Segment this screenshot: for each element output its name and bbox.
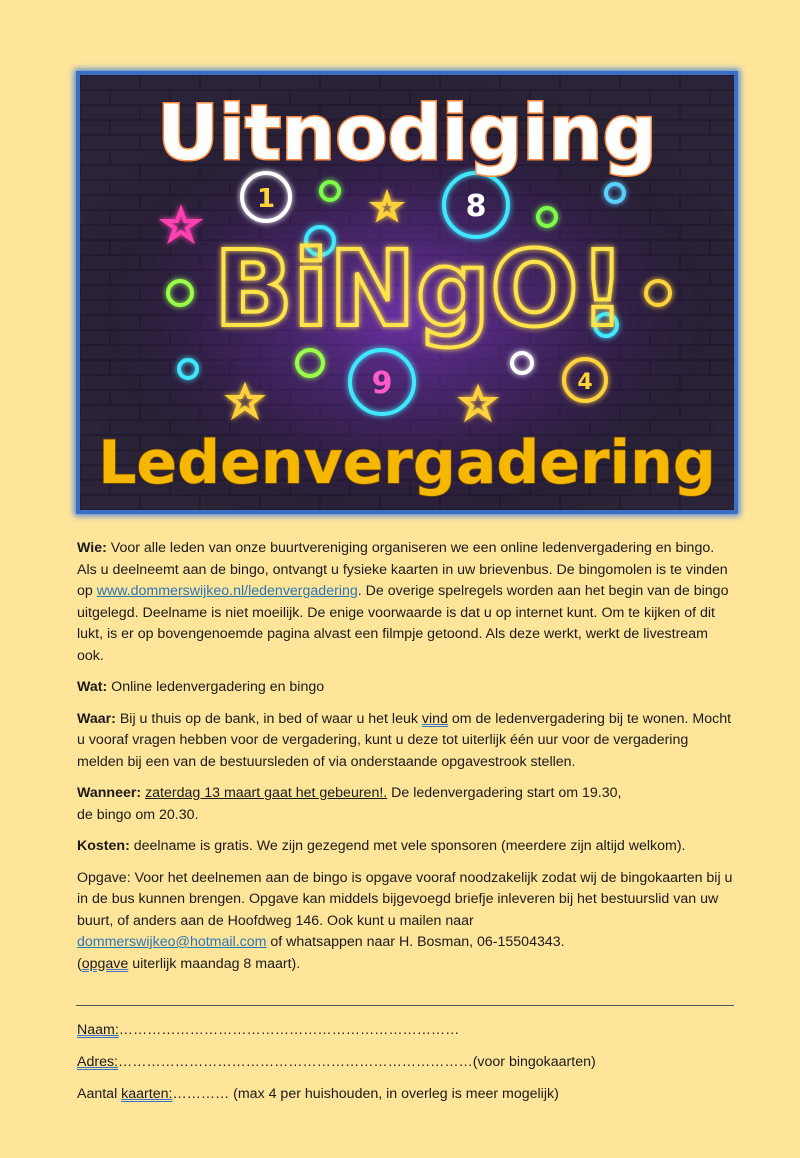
banner-bingo-word: BiNgO! (213, 228, 627, 350)
opgave-text-1: Opgave: Voor het deelnemen aan de bingo is opgave vooraf noodzakelijk zodat wij de bingokaarten bij u in de bus kunnen brengen. Opgave kan middels bijgevoegd briefje inleveren bij het bestuurslid van uw buurt, of anders aan de Hoofdweg 146. Ook kunt u mailen naar (77, 869, 733, 929)
adres-note: (voor bingokaarten) (472, 1054, 596, 1070)
aantal-dots: ………… (172, 1086, 230, 1102)
paragraph-kosten (77, 836, 737, 858)
form-naam-line[interactable] (77, 1020, 459, 1040)
kosten-text: deelname is gratis. We zijn gezegend met vele sponsoren (meerdere zijn altijd welkom). (129, 838, 686, 854)
invitation-body (77, 538, 737, 985)
label-waar: Waar: (77, 710, 116, 727)
ball-number-9: 9 (371, 366, 393, 401)
banner-title: Uitnodiging (157, 88, 657, 177)
waar-text-1: Bij u thuis op de bank, in bed of waar u het leuk (115, 710, 422, 727)
opgave-text-2: of whatsappen naar H. Bosman, 06-15504343. (266, 934, 565, 950)
waar-marked-word: vind (421, 710, 448, 727)
paragraph-wat (77, 677, 737, 699)
ledenvergadering-link[interactable]: www.dommerswijkeo.nl/ledenvergadering (96, 583, 358, 599)
label-wie: Wie: (77, 540, 107, 556)
paragraph-wie (77, 538, 737, 667)
wanneer-date: zaterdag 13 maart gaat het gebeuren!. (145, 785, 388, 801)
aantal-prefix: Aantal (77, 1086, 122, 1102)
wat-text: Online ledenvergadering en bingo (107, 679, 325, 695)
paragraph-opgave (77, 868, 737, 976)
opgave-text-3-open: ( (77, 955, 82, 972)
ball-number-1: 1 (256, 184, 276, 214)
wie-text-2: . De overige spelregels worden aan het begin van de bingo uitgelegd. Deelname is niet moeilijk. De enige voorwaarde is dat u op internet kunt. Om te kijken of dit lukt, is er op bovengenoemde pagina alvast een filmpje getoond. Als deze werkt, werkt de livestream ook. (77, 583, 729, 664)
wanneer-text-2: de bingo om 20.30. (77, 806, 199, 823)
form-aantal-line[interactable] (77, 1084, 559, 1104)
divider-line (76, 1005, 734, 1006)
label-kosten: Kosten: (77, 838, 130, 854)
ball-number-8: 8 (465, 189, 487, 224)
wie-text-1: Voor alle leden van onze buurtvereniging organiseren we een online ledenvergadering en bingo. Als u deelneemt aan de bingo, ontvangt u fysieke kaarten in uw brievenbus. De bingomolen is te vinden op (77, 540, 728, 599)
bingo-banner-image (76, 71, 738, 514)
adres-dots: ………………………………………………………………… (118, 1054, 473, 1070)
waar-text-2: om de ledenvergadering bij te wonen. Mocht u vooraf vragen hebben voor de vergadering, kunt u deze tot uiterlijk één uur voor de vergadering melden bij een van de bestuursleden of via onderstaande opgavestrook stellen. (77, 710, 732, 770)
opgave-text-3-rest: uiterlijk maandag 8 maart). (128, 955, 301, 972)
aantal-label: kaarten: (121, 1086, 173, 1102)
form-adres-line[interactable] (77, 1052, 596, 1072)
naam-label: Naam: (77, 1022, 119, 1038)
label-wat: Wat: (77, 679, 108, 695)
naam-dots: ……………………………………………………………… (118, 1022, 460, 1038)
wanneer-text-1: De ledenvergadering start om 19.30, (387, 785, 622, 801)
label-wanneer: Wanneer: (77, 785, 142, 801)
aantal-note: (max 4 per huishouden, in overleg is meer mogelijk) (229, 1086, 559, 1102)
paragraph-waar (77, 709, 737, 774)
paragraph-wanneer (77, 783, 737, 826)
adres-label: Adres: (77, 1054, 119, 1070)
email-link[interactable]: dommerswijkeo@hotmail.com (77, 934, 267, 950)
ball-number-4: 4 (577, 370, 593, 395)
bingo-banner-art (80, 75, 734, 510)
banner-subtitle: Ledenvergadering (98, 428, 716, 498)
opgave-marked-word: opgave (81, 955, 129, 972)
